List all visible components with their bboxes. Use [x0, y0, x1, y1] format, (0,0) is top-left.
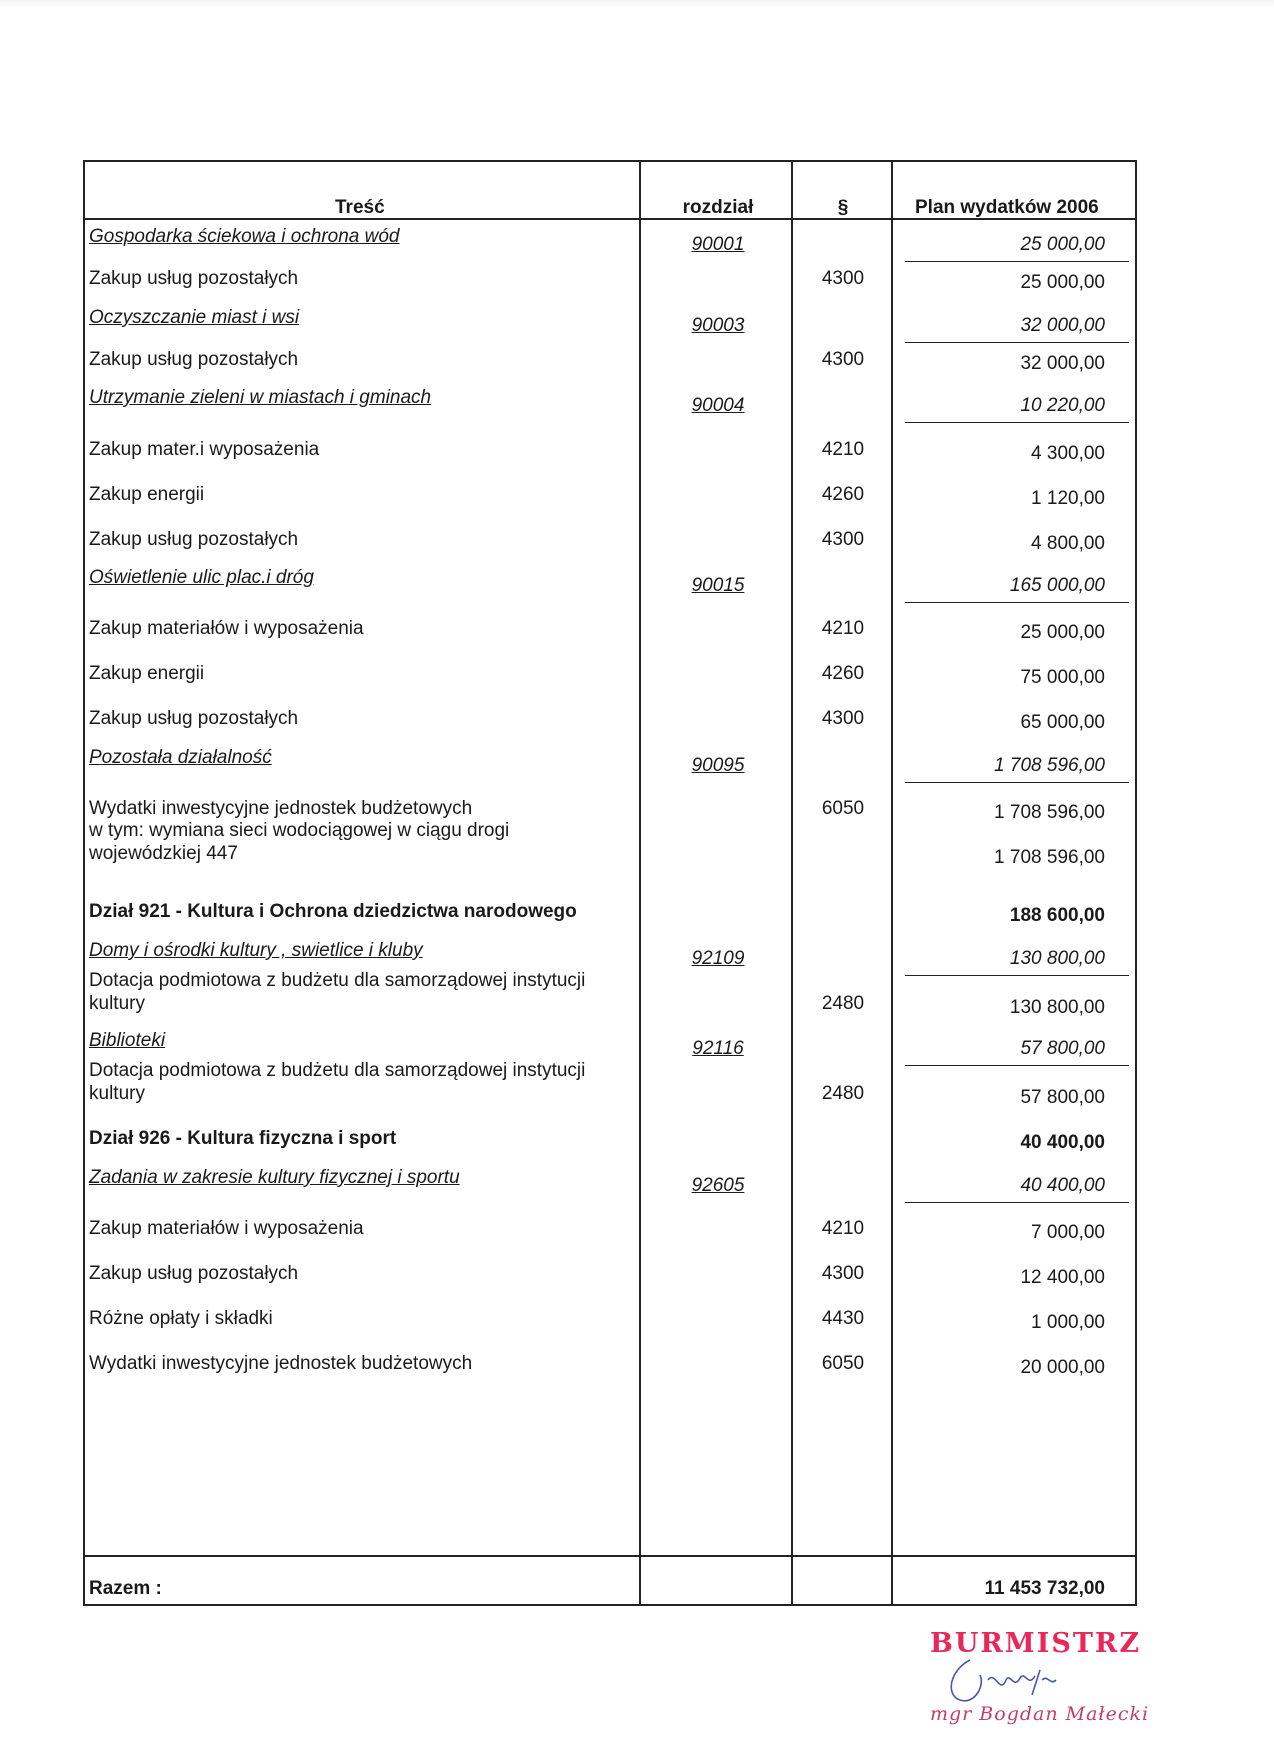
rozdzial-code: 92605 [691, 1175, 745, 1196]
rozdzial-code: 90015 [691, 575, 745, 596]
paragraf-code: 4430 [821, 1308, 865, 1329]
row-description: w tym: wymiana sieci wodociągowej w ciągu drogi [89, 820, 510, 841]
header-plan: Plan wydatków 2006 [915, 197, 1099, 218]
rozdzial-amount: 32 000,00 [1020, 315, 1105, 336]
row-amount: 65 000,00 [1020, 712, 1105, 733]
rozdzial-title: Oświetlenie ulic plac.i dróg [89, 567, 314, 588]
total-amount: 11 453 732,00 [984, 1578, 1105, 1599]
paragraf-code: 4300 [821, 529, 865, 550]
paragraf-code: 2480 [821, 1083, 865, 1104]
signature-icon [940, 1650, 1080, 1710]
stamp-title: BURMISTRZ [930, 1628, 1142, 1659]
rozdzial-code: 90095 [691, 755, 745, 776]
dzial-amount: 188 600,00 [1009, 905, 1105, 926]
rozdzial-title: Biblioteki [89, 1030, 166, 1051]
header-tresc: Treść [335, 197, 385, 218]
row-amount: 75 000,00 [1020, 667, 1105, 688]
row-description: Zakup usług pozostałych [89, 708, 299, 729]
total-divider [85, 1555, 1135, 1557]
rozdzial-amount: 1 708 596,00 [994, 755, 1105, 776]
row-amount: 25 000,00 [1020, 622, 1105, 643]
total-label: Razem : [89, 1578, 162, 1599]
row-amount: 7 000,00 [1031, 1222, 1105, 1243]
rozdzial-title: Utrzymanie zieleni w miastach i gminach [89, 387, 432, 408]
row-description: kultury [89, 1083, 145, 1104]
subtotal-underline [905, 602, 1129, 603]
row-amount: 1 708 596,00 [994, 847, 1105, 868]
dzial-title: Dział 926 - Kultura fizyczna i sport [89, 1128, 397, 1149]
paragraf-code: 6050 [821, 1353, 865, 1374]
row-description: Wydatki inwestycyjne jednostek budżetowych [89, 1353, 473, 1374]
row-description: Zakup usług pozostałych [89, 268, 299, 289]
row-description: Zakup usług pozostałych [89, 349, 299, 370]
row-amount: 4 800,00 [1031, 533, 1105, 554]
row-amount: 1 000,00 [1031, 1312, 1105, 1333]
rozdzial-amount: 40 400,00 [1020, 1175, 1105, 1196]
paragraf-code: 4210 [821, 1218, 865, 1239]
row-description: Wydatki inwestycyjne jednostek budżetowych [89, 798, 473, 819]
rozdzial-amount: 130 800,00 [1009, 948, 1105, 969]
row-description: kultury [89, 993, 145, 1014]
rozdzial-code: 92116 [692, 1038, 744, 1059]
row-amount: 25 000,00 [1020, 272, 1105, 293]
subtotal-underline [905, 782, 1129, 783]
row-amount: 130 800,00 [1009, 997, 1105, 1018]
dzial-title: Dział 921 - Kultura i Ochrona dziedzictwa narodowego [89, 901, 577, 922]
rozdzial-amount: 25 000,00 [1020, 234, 1105, 255]
paragraf-code: 4300 [821, 1263, 865, 1284]
rozdzial-title: Gospodarka ściekowa i ochrona wód [89, 226, 400, 247]
row-amount: 1 120,00 [1031, 488, 1105, 509]
budget-table [83, 160, 1137, 1606]
rozdzial-amount: 10 220,00 [1020, 395, 1105, 416]
paragraf-code: 4210 [821, 439, 865, 460]
mayor-stamp [930, 1628, 1150, 1748]
subtotal-underline [905, 422, 1129, 423]
column-divider [791, 162, 793, 1604]
row-description: Różne opłaty i składki [89, 1308, 273, 1329]
subtotal-underline [905, 342, 1129, 343]
row-amount: 12 400,00 [1020, 1267, 1105, 1288]
row-amount: 4 300,00 [1031, 443, 1105, 464]
column-divider [639, 162, 641, 1604]
paragraf-code: 4210 [821, 618, 865, 639]
row-description: Dotacja podmiotowa z budżetu dla samorządowej instytucji [89, 970, 586, 991]
subtotal-underline [905, 975, 1129, 976]
paragraf-code: 4300 [821, 268, 865, 289]
header-paragraf: § [837, 197, 849, 218]
scan-edge [0, 0, 1274, 8]
row-description: Zakup energii [89, 484, 205, 505]
row-amount: 1 708 596,00 [994, 802, 1105, 823]
paragraf-code: 4300 [821, 708, 865, 729]
row-description: Zakup energii [89, 663, 205, 684]
rozdzial-title: Pozostała działalność [89, 747, 272, 768]
rozdzial-code: 90003 [691, 315, 745, 336]
rozdzial-code: 90004 [691, 395, 745, 416]
rozdzial-title: Domy i ośrodki kultury , swietlice i kluby [89, 940, 423, 961]
row-description: Zakup usług pozostałych [89, 1263, 299, 1284]
subtotal-underline [905, 1202, 1129, 1203]
header-rozdzial: rozdział [682, 197, 754, 218]
paragraf-code: 4260 [821, 663, 865, 684]
paragraf-code: 6050 [821, 798, 865, 819]
row-description: Zakup usług pozostałych [89, 529, 299, 550]
rozdzial-code: 90001 [691, 234, 745, 255]
row-description: Zakup materiałów i wyposażenia [89, 618, 364, 639]
rozdzial-code: 92109 [691, 948, 745, 969]
paragraf-code: 4260 [821, 484, 865, 505]
row-description: Zakup materiałów i wyposażenia [89, 1218, 364, 1239]
rozdzial-title: Zadania w zakresie kultury fizycznej i sportu [89, 1167, 460, 1188]
rozdzial-amount: 57 800,00 [1020, 1038, 1105, 1059]
row-description: Zakup mater.i wyposażenia [89, 439, 320, 460]
subtotal-underline [905, 261, 1129, 262]
column-divider [891, 162, 893, 1604]
paragraf-code: 2480 [821, 993, 865, 1014]
row-amount: 57 800,00 [1020, 1087, 1105, 1108]
dzial-amount: 40 400,00 [1020, 1132, 1105, 1153]
row-description: wojewódzkiej 447 [89, 843, 238, 864]
rozdzial-title: Oczyszczanie miast i wsi [89, 307, 300, 328]
row-amount: 20 000,00 [1020, 1357, 1105, 1378]
subtotal-underline [905, 1065, 1129, 1066]
row-amount: 32 000,00 [1020, 353, 1105, 374]
rozdzial-amount: 165 000,00 [1009, 575, 1105, 596]
stamp-name: mgr Bogdan Małecki [930, 1703, 1150, 1725]
row-description: Dotacja podmiotowa z budżetu dla samorządowej instytucji [89, 1060, 586, 1081]
paragraf-code: 4300 [821, 349, 865, 370]
